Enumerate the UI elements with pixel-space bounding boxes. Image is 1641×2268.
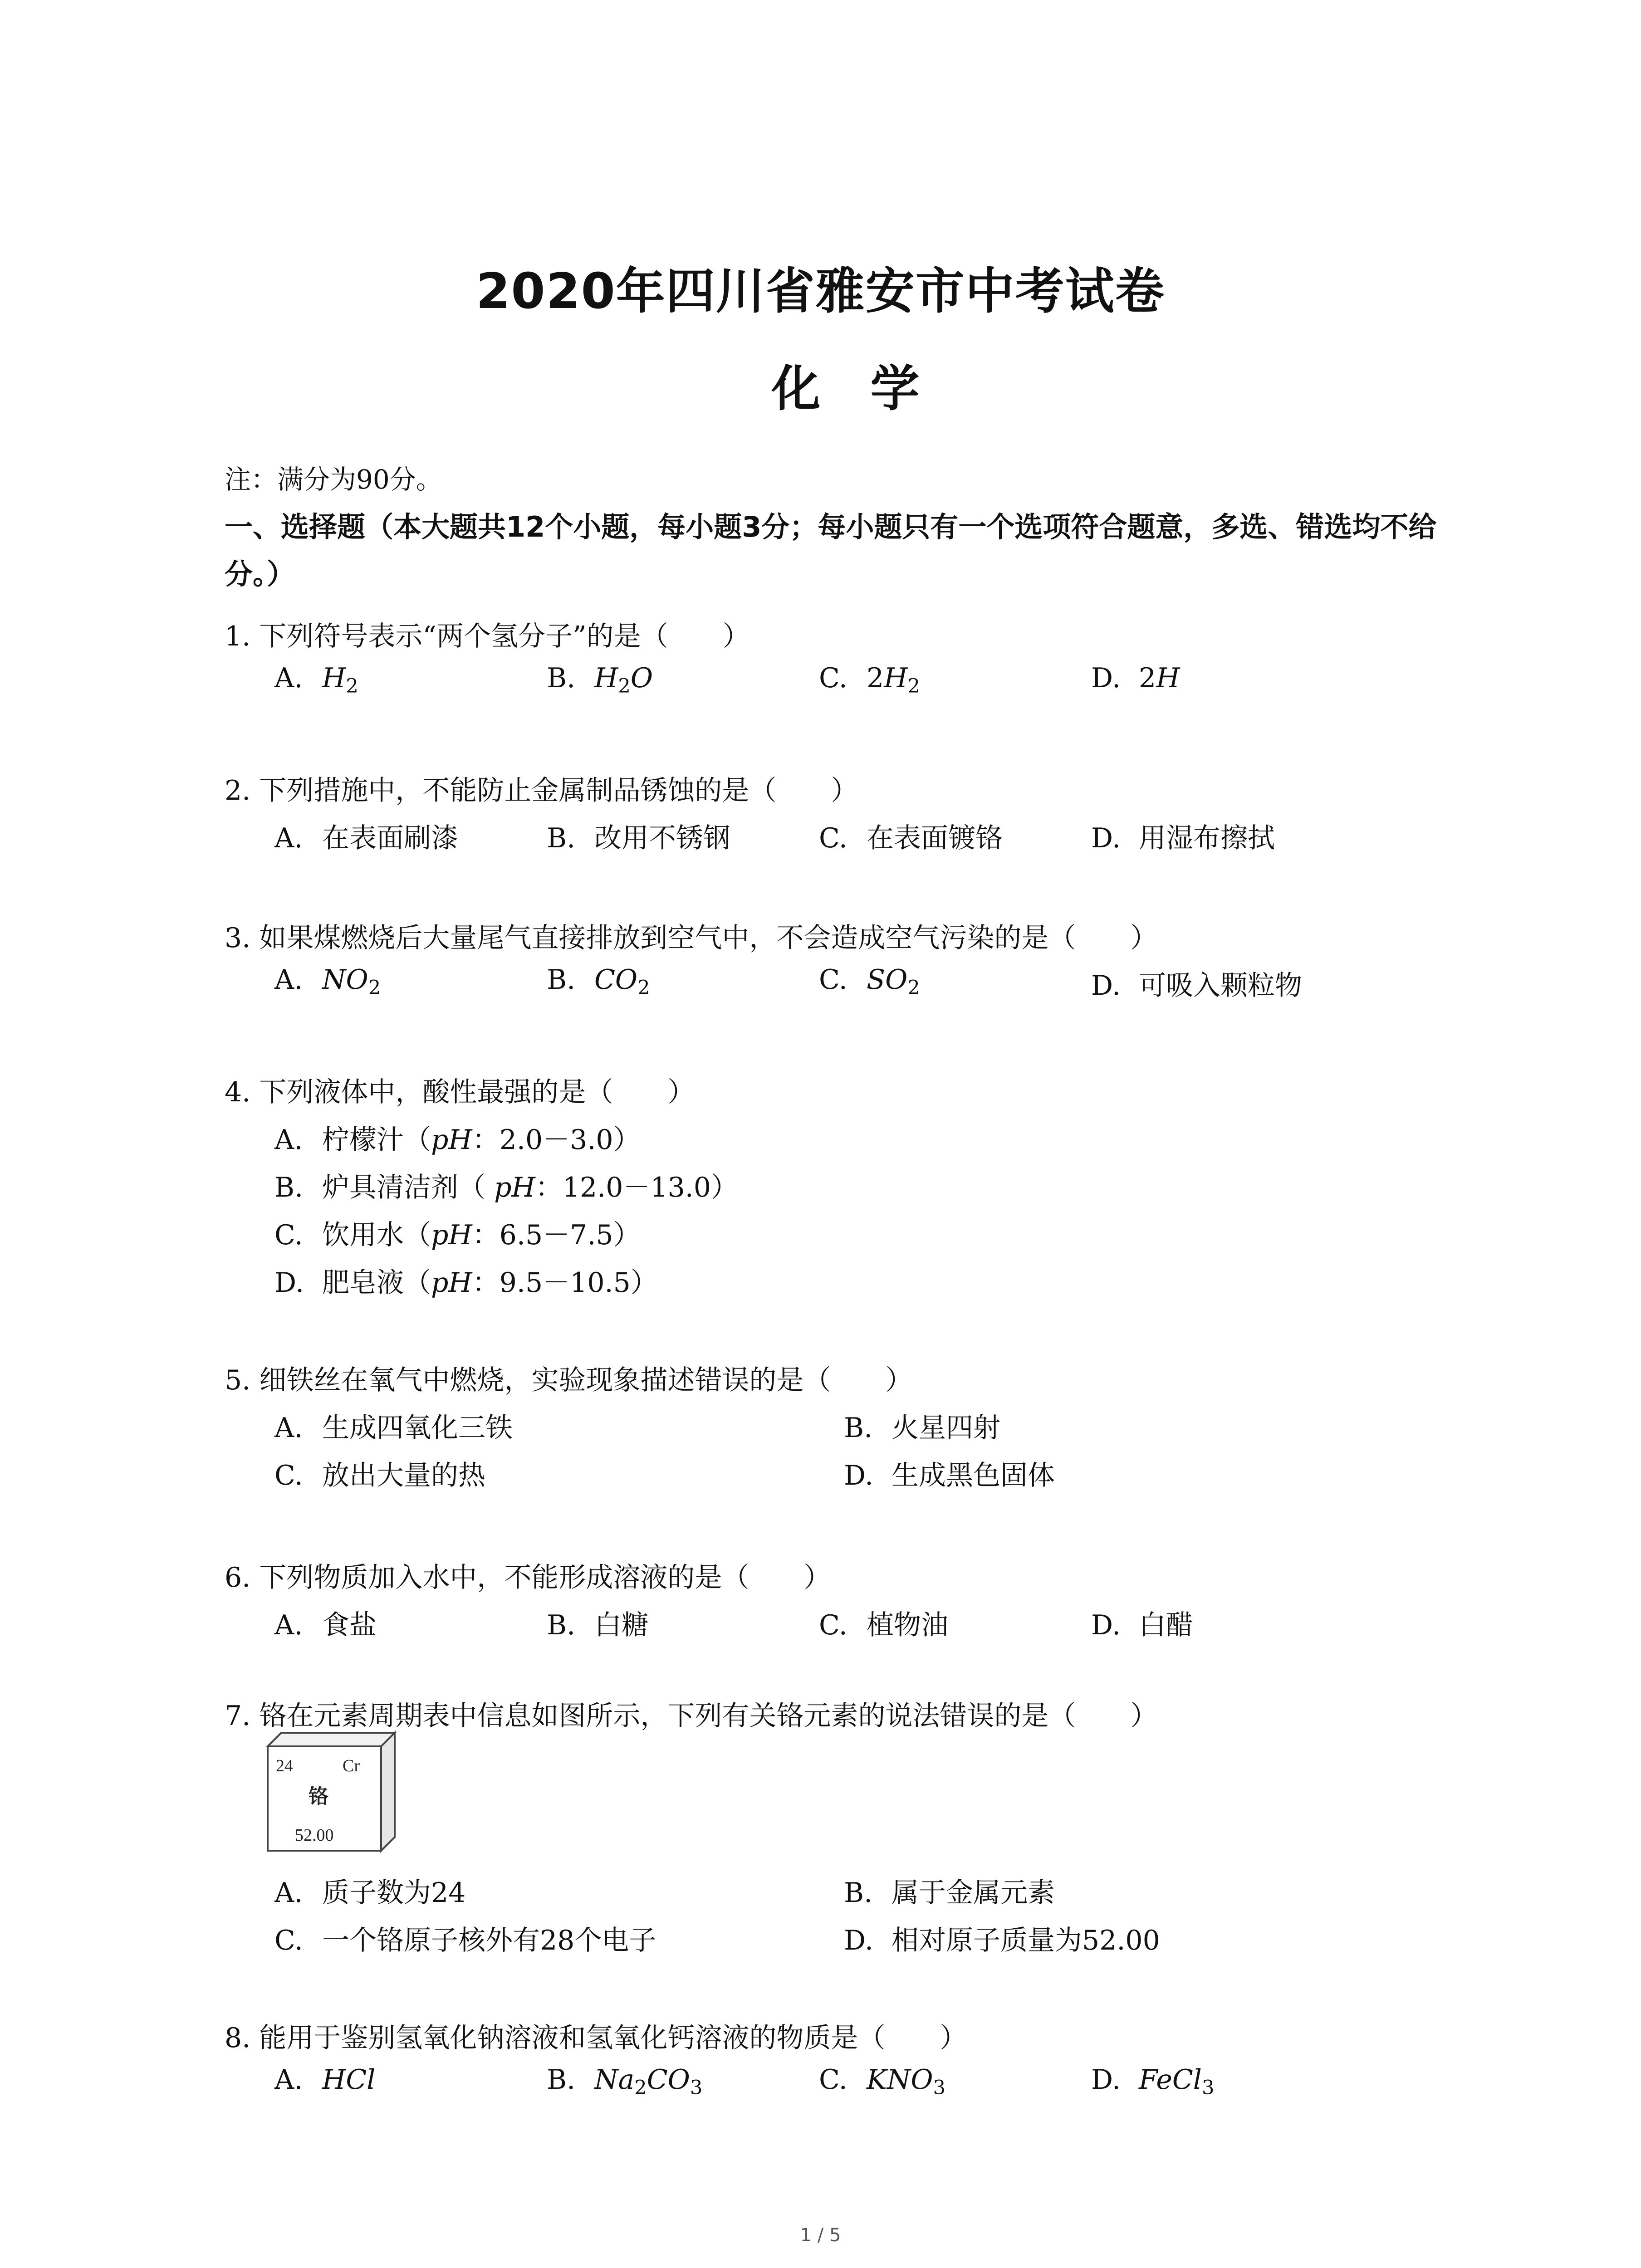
q4-option-d: D. 肥皂液（pH：9.5－10.5） xyxy=(274,1267,658,1299)
q1-option-c: C. $2H_2$ xyxy=(819,662,920,698)
q3-option-c: C. $SO_2$ xyxy=(819,964,920,1000)
exam-title: 2020年四川省雅安市中考试卷 xyxy=(476,263,1165,320)
page-number: 1 / 5 xyxy=(800,2225,841,2246)
q6-option-c: C. 植物油 xyxy=(819,1609,948,1641)
section-heading: 一、选择题（本大题共12个小题，每小题3分；每小题只有一个选项符合题意，多选、错选均不给分。） xyxy=(225,510,1437,591)
q2-option-b: B. 改用不锈钢 xyxy=(547,822,730,854)
chromium-element-cell xyxy=(263,1728,399,1864)
q7-option-a: A. 质子数为24 xyxy=(274,1877,466,1909)
question-3-stem: 3. 如果煤燃烧后大量尾气直接排放到空气中，不会造成空气污染的是（ ） xyxy=(225,922,1158,954)
q1-option-b: B. $H_2O$ xyxy=(547,662,653,698)
element-number: 24 xyxy=(276,1756,293,1775)
question-6-stem: 6. 下列物质加入水中，不能形成溶液的是（ ） xyxy=(225,1562,831,1593)
q1-option-a: A. $H_2$ xyxy=(274,662,358,698)
q8-option-a: A. HCl xyxy=(274,2064,376,2096)
question-2-stem: 2. 下列措施中，不能防止金属制品锈蚀的是（ ） xyxy=(225,775,858,807)
q6-option-b: B. 白糖 xyxy=(547,1609,649,1641)
question-8-stem: 8. 能用于鉴别氢氧化钠溶液和氢氧化钙溶液的物质是（ ） xyxy=(225,2022,967,2054)
q5-option-a: A. 生成四氧化三铁 xyxy=(274,1412,513,1444)
q4-option-b: B. 炉具清洁剂（ pH：12.0－13.0） xyxy=(274,1172,738,1203)
q1-option-d: D. 2H xyxy=(1091,662,1180,694)
question-5-stem: 5. 细铁丝在氧气中燃烧，实验现象描述错误的是（ ） xyxy=(225,1364,913,1396)
question-7-stem: 7. 铬在元素周期表中信息如图所示，下列有关铬元素的说法错误的是（ ） xyxy=(225,1700,1158,1732)
q7-option-d: D. 相对原子质量为52.00 xyxy=(844,1925,1160,1956)
q5-option-d: D. 生成黑色固体 xyxy=(844,1460,1055,1491)
q2-option-a: A. 在表面刷漆 xyxy=(274,822,458,854)
exam-subject: 化学 xyxy=(771,361,970,417)
element-mass: 52.00 xyxy=(295,1826,334,1845)
q6-option-d: D. 白醋 xyxy=(1091,1609,1193,1641)
element-symbol: Cr xyxy=(343,1756,360,1775)
q8-option-d: D. FeCl$_3$ xyxy=(1091,2064,1215,2100)
q3-option-a: A. $NO_2$ xyxy=(274,964,381,1000)
q6-option-a: A. 食盐 xyxy=(274,1609,377,1641)
q3-option-b: B. $CO_2$ xyxy=(547,964,650,1000)
q4-option-a: A. 柠檬汁（pH：2.0－3.0） xyxy=(274,1124,641,1156)
q2-option-d: D. 用湿布擦拭 xyxy=(1091,822,1275,854)
q2-option-c: C. 在表面镀铬 xyxy=(819,822,1003,854)
q8-option-b: B. $Na_2CO_3$ xyxy=(547,2064,703,2100)
score-note: 注：满分为90分。 xyxy=(225,464,442,495)
q4-option-c: C. 饮用水（pH：6.5－7.5） xyxy=(274,1219,641,1251)
question-1-stem: 1. 下列符号表示“两个氢分子”的是（ ） xyxy=(225,621,750,652)
q3-option-d: D. 可吸入颗粒物 xyxy=(1091,970,1302,1002)
q8-option-c: C. $KNO_3$ xyxy=(819,2064,945,2100)
q5-option-b: B. 火星四射 xyxy=(844,1412,1000,1444)
q7-option-c: C. 一个铬原子核外有28个电子 xyxy=(274,1925,656,1956)
q7-option-b: B. 属于金属元素 xyxy=(844,1877,1055,1909)
element-name: 铬 xyxy=(309,1785,328,1808)
q5-option-c: C. 放出大量的热 xyxy=(274,1460,485,1491)
question-4-stem: 4. 下列液体中，酸性最强的是（ ） xyxy=(225,1076,695,1108)
